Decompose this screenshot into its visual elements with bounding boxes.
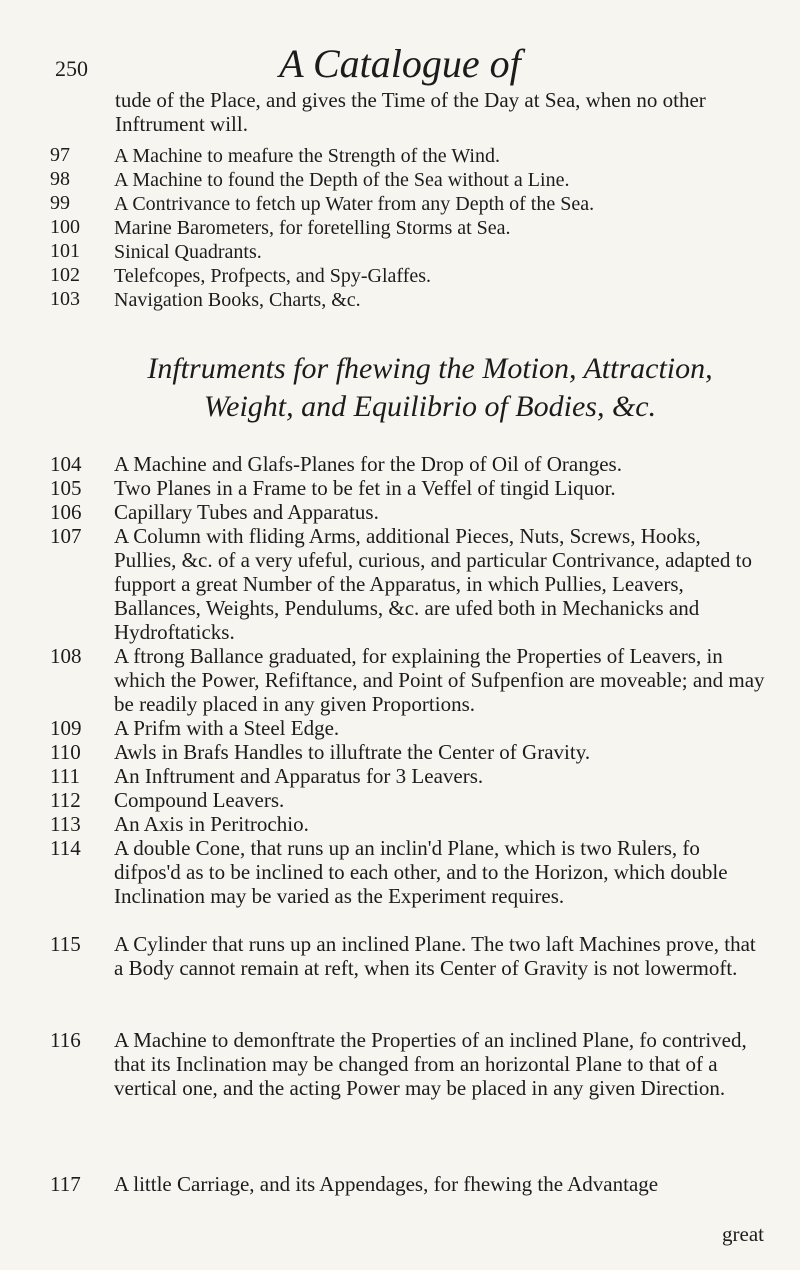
entry-number: 109 (50, 716, 82, 740)
entry-text: A Machine to demonftrate the Properties of an inclined Plane, fo contrived, that its Inclination may be changed from an horizontal Plane to that of a vertical one, and the acting Power may be placed in any given Direction. (114, 1028, 747, 1100)
continuation-text: tude of the Place, and gives the Time of the Day at Sea, when no other Inftrument will. (115, 88, 706, 136)
catchword: great (722, 1222, 764, 1246)
entry-number: 101 (50, 240, 80, 262)
entry-number: 98 (50, 168, 70, 190)
entry-text: Marine Barometers, for foretelling Storms at Sea. (114, 217, 511, 239)
entry-number: 97 (50, 144, 70, 166)
section-heading-line: Weight, and Equilibrio of Bodies, &c. (203, 390, 657, 423)
entry-text: A ftrong Ballance graduated, for explaining the Properties of Leavers, in which the Power, Refiftance, and Point of Sufpenfion are moveable; and may be readily placed in any given Proportions. (114, 644, 765, 716)
entry-text: A little Carriage, and its Appendages, for fhewing the Advantage (114, 1172, 659, 1196)
entry-number: 115 (50, 932, 81, 956)
entry-text: A double Cone, that runs up an inclin'd Plane, which is two Rulers, fo difpos'd as to be inclined to each other, and to the Horizon, which double Inclination may be varied as the Experiment requires. (114, 836, 728, 908)
entry-number: 106 (50, 500, 82, 524)
entry-text: A Column with fliding Arms, additional Pieces, Nuts, Screws, Hooks, Pullies, &c. of a very ufeful, curious, and particular Contrivance, adapted to fupport a great Number of the Apparatus, in which Pullies, Leavers, Ballances, Weights, Pendulums, &c. are ufed both in Mechanicks and Hydroftaticks. (114, 524, 752, 644)
entry-number: 111 (50, 764, 80, 788)
entry-text: An Axis in Peritrochio. (114, 812, 309, 836)
entry-number: 116 (50, 1028, 81, 1052)
entry-text: Compound Leavers. (114, 788, 285, 812)
entry-text: Sinical Quadrants. (114, 241, 262, 263)
entry-number: 112 (50, 788, 81, 812)
entry-number: 99 (50, 192, 70, 214)
entry-text: An Inftrument and Apparatus for 3 Leavers. (114, 764, 484, 788)
entry-number: 100 (50, 216, 80, 238)
entry-text: A Contrivance to fetch up Water from any Depth of the Sea. (114, 193, 595, 215)
entry-text: Two Planes in a Frame to be fet in a Veffel of tingid Liquor. (114, 476, 616, 500)
entry-text: Navigation Books, Charts, &c. (114, 289, 361, 311)
entry-text: A Machine to found the Depth of the Sea without a Line. (114, 169, 570, 191)
entry-text: Telefcopes, Profpects, and Spy-Glaffes. (114, 265, 432, 287)
entry-number: 113 (50, 812, 81, 836)
entry-number: 117 (50, 1172, 81, 1196)
entry-number: 114 (50, 836, 81, 860)
entry-number: 103 (50, 288, 80, 310)
entry-text: A Machine and Glafs-Planes for the Drop of Oil of Oranges. (114, 452, 622, 476)
running-head: A Catalogue of (279, 41, 521, 86)
entry-text: A Machine to meafure the Strength of the Wind. (114, 145, 500, 167)
page-number: 250 (55, 56, 88, 81)
entry-number: 102 (50, 264, 80, 286)
entry-text: Awls in Brafs Handles to illuftrate the Center of Gravity. (114, 740, 591, 764)
entry-number: 110 (50, 740, 81, 764)
entry-text: Capillary Tubes and Apparatus. (114, 500, 379, 524)
entry-number: 108 (50, 644, 82, 668)
section-heading-line: Inftruments for fhewing the Motion, Attraction, (147, 352, 713, 385)
entry-number: 104 (50, 452, 82, 476)
entry-number: 107 (50, 524, 82, 548)
entry-text: A Prifm with a Steel Edge. (114, 716, 340, 740)
section-heading (70, 350, 790, 426)
entry-text: A Cylinder that runs up an inclined Plane. The two laft Machines prove, that a Body cannot remain at reft, when its Center of Gravity is not lowermoft. (114, 932, 756, 980)
entry-number: 105 (50, 476, 82, 500)
